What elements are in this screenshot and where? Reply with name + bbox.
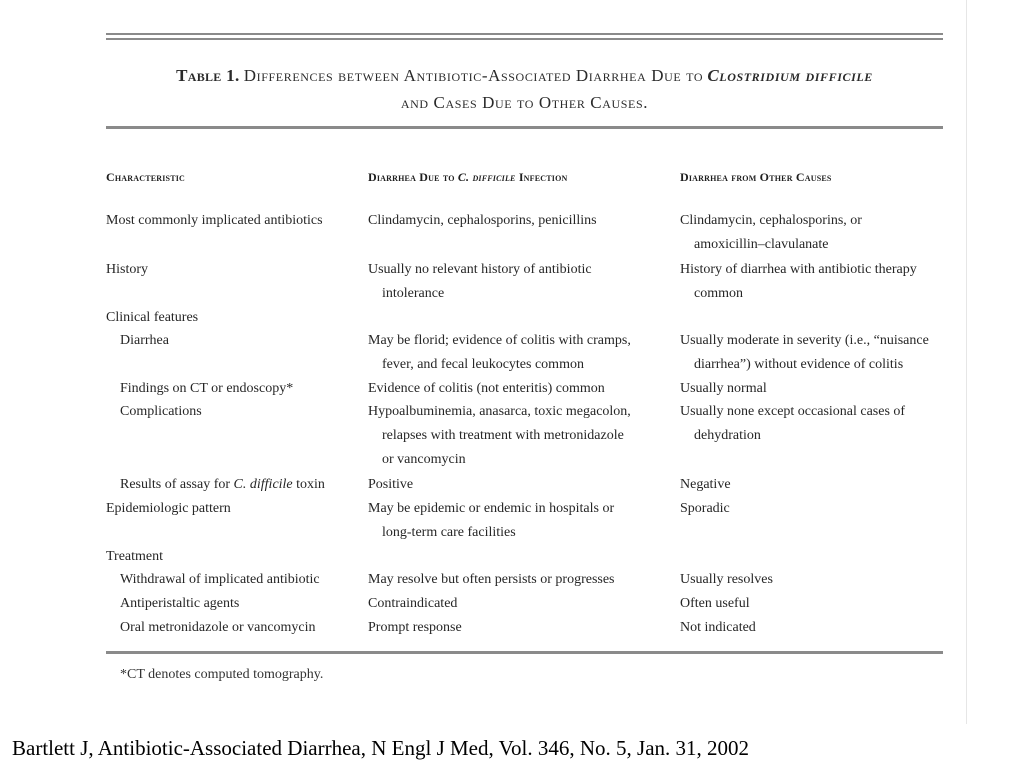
row-epidemiologic-cdiff xyxy=(368,497,668,545)
row-complications-other-line1: Usually none except occasional cases of xyxy=(680,404,906,419)
row-epidemiologic-label: Epidemiologic pattern xyxy=(106,501,231,516)
row-withdrawal-cdiff: May resolve but often persists or progresses xyxy=(368,572,615,587)
top-double-rule xyxy=(106,33,943,40)
row-complications-other xyxy=(680,400,950,448)
table-label: Table 1. xyxy=(176,66,240,85)
table-title xyxy=(106,62,943,116)
section-treatment: Treatment xyxy=(106,549,164,564)
row-assay-label-suffix: toxin xyxy=(296,477,325,492)
row-diarrhea-cdiff xyxy=(368,329,668,377)
row-oral-label: Oral metronidazole or vancomycin xyxy=(120,620,316,635)
table-image-panel xyxy=(88,0,966,724)
table-footnote: *CT denotes computed tomography. xyxy=(120,667,324,682)
row-complications-cdiff-line1: Hypoalbuminemia, anasarca, toxic megacolon, xyxy=(368,404,631,419)
row-antiperistaltic-cdiff: Contraindicated xyxy=(368,596,458,611)
row-epidemiologic-cdiff-line1: May be epidemic or endemic in hospitals or xyxy=(368,501,615,516)
column-header-cdiff-prefix: Diarrhea Due to xyxy=(368,170,455,184)
row-history-other-line1: History of diarrhea with antibiotic therapy xyxy=(680,262,917,277)
row-assay-cdiff: Positive xyxy=(368,477,414,492)
row-antibiotics-other xyxy=(680,209,950,257)
row-ct-cdiff: Evidence of colitis (not enteritis) common xyxy=(368,381,605,396)
section-clinical-features: Clinical features xyxy=(106,310,199,325)
column-header-characteristic: Characteristic xyxy=(106,170,186,184)
row-oral-cdiff: Prompt response xyxy=(368,620,462,635)
row-history-cdiff-line2: intolerance xyxy=(382,286,445,301)
column-header-other: Diarrhea from Other Causes xyxy=(680,170,832,184)
row-history-other-line2: common xyxy=(694,286,743,301)
row-epidemiologic-cdiff-line2: long-term care facilities xyxy=(382,525,516,540)
row-assay-other: Negative xyxy=(680,477,731,492)
row-withdrawal-label: Withdrawal of implicated antibiotic xyxy=(120,572,320,587)
row-diarrhea-label: Diarrhea xyxy=(120,333,169,348)
row-history-label: History xyxy=(106,262,148,277)
row-history-cdiff-line1: Usually no relevant history of antibiotic xyxy=(368,262,592,277)
citation: Bartlett J, Antibiotic-Associated Diarrhea, N Engl J Med, Vol. 346, No. 5, Jan. 31, 2002 xyxy=(12,736,750,760)
table-title-organism: Clostridium difficile xyxy=(707,66,873,85)
row-antibiotics-label: Most commonly implicated antibiotics xyxy=(106,213,323,228)
table-title-text: Differences between Antibiotic-Associated Diarrhea Due to xyxy=(243,66,704,85)
row-assay-label-prefix: Results of assay for xyxy=(120,477,231,492)
row-diarrhea-cdiff-line1: May be florid; evidence of colitis with cramps, xyxy=(368,333,631,348)
row-complications-cdiff-line3: or vancomycin xyxy=(382,452,466,467)
row-antiperistaltic-other: Often useful xyxy=(680,596,750,611)
row-complications-cdiff xyxy=(368,400,668,472)
column-header-cdiff-organism: C. difficile xyxy=(457,170,516,184)
row-history-cdiff xyxy=(368,258,668,306)
row-complications-cdiff-line2: relapses with treatment with metronidazole xyxy=(382,428,624,443)
row-assay-label-organism: C. difficile xyxy=(233,477,293,492)
row-ct-other: Usually normal xyxy=(680,381,767,396)
table-title-line1 xyxy=(106,62,943,89)
header-rule xyxy=(106,126,943,129)
row-diarrhea-cdiff-line2: fever, and fecal leukocytes common xyxy=(382,357,584,372)
row-epidemiologic-other: Sporadic xyxy=(680,501,730,516)
row-diarrhea-other-line1: Usually moderate in severity (i.e., “nuisance xyxy=(680,333,929,348)
row-history-other xyxy=(680,258,950,306)
row-diarrhea-other-line2: diarrhea”) without evidence of colitis xyxy=(694,357,904,372)
bottom-rule xyxy=(106,651,943,654)
row-antibiotics-other-line2: amoxicillin–clavulanate xyxy=(694,237,829,252)
row-antiperistaltic-label: Antiperistaltic agents xyxy=(120,596,240,611)
row-withdrawal-other: Usually resolves xyxy=(680,572,773,587)
row-antibiotics-cdiff: Clindamycin, cephalosporins, penicillins xyxy=(368,213,597,228)
row-ct-label: Findings on CT or endoscopy* xyxy=(120,381,294,396)
row-oral-other: Not indicated xyxy=(680,620,756,635)
row-diarrhea-other xyxy=(680,329,950,377)
column-header-cdiff-suffix: Infection xyxy=(518,170,568,184)
row-assay-label xyxy=(106,473,370,497)
row-complications-label: Complications xyxy=(120,404,202,419)
row-antibiotics-other-line1: Clindamycin, cephalosporins, or xyxy=(680,213,862,228)
column-header-cdiff xyxy=(368,170,668,185)
row-complications-other-line2: dehydration xyxy=(694,428,761,443)
table-title-line2: and Cases Due to Other Causes. xyxy=(400,93,649,112)
